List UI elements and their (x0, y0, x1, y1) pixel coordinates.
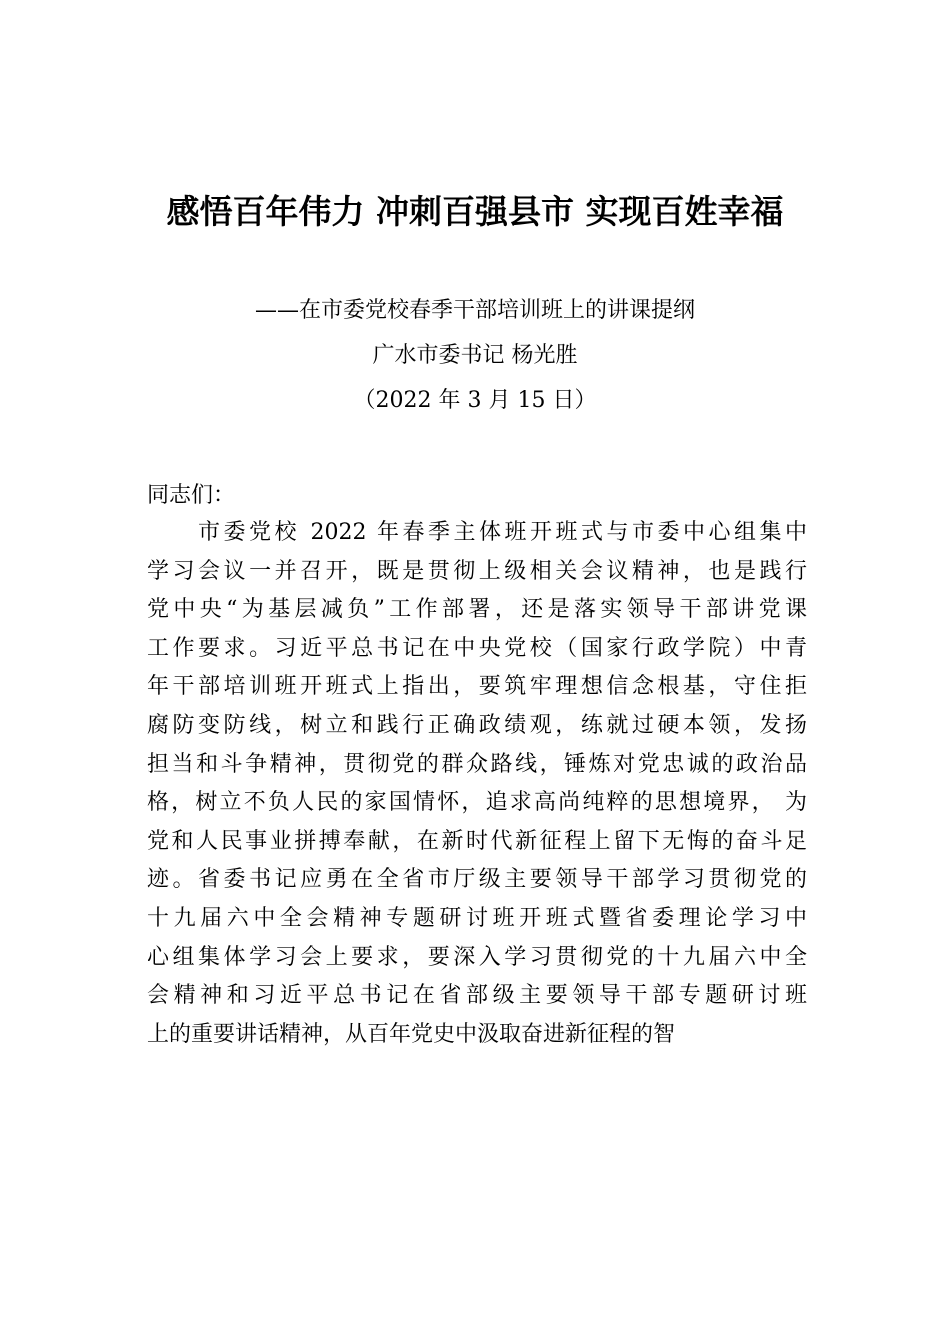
body-line: 会精神和习近平总书记在省部级主要领导干部专题研讨班 (147, 983, 807, 1009)
body-line: 格，树立不负人民的家国情怀，追求高尚纯粹的思想境界， 为 (147, 790, 807, 816)
body-line: 迹。省委书记应勇在全省市厅级主要领导干部学习贯彻党的 (147, 867, 807, 893)
body-line: 市委党校 2022 年春季主体班开班式与市委中心组集中 (147, 520, 807, 545)
body-line: 学习会议一并召开，既是贯彻上级相关会议精神，也是践行 (147, 558, 807, 584)
body-line: 腐防变防线，树立和践行正确政绩观，练就过硬本领，发扬 (147, 712, 807, 738)
salutation: 同志们： (147, 483, 236, 508)
body-line: 工作要求。习近平总书记在中央党校（国家行政学院）中青 (147, 635, 807, 661)
body-line: 党和人民事业拼搏奉献，在新时代新征程上留下无悔的奋斗足 (147, 828, 807, 854)
document-author: 广水市委书记 杨光胜 (372, 343, 578, 368)
body-line: 十九届六中全会精神专题研讨班开班式暨省委理论学习中 (147, 905, 807, 931)
body-line: 年干部培训班开班式上指出，要筑牢理想信念根基，守住拒 (147, 674, 807, 700)
body-line: 担当和斗争精神，贯彻党的群众路线，锤炼对党忠诚的政治品 (147, 751, 807, 777)
body-paragraph (147, 518, 807, 1058)
document-date: （2022 年 3 月 15 日） (353, 388, 597, 413)
document-title: 感悟百年伟力 冲刺百强县市 实现百姓幸福 (166, 192, 784, 231)
document-subtitle: ——在市委党校春季干部培训班上的讲课提纲 (254, 298, 695, 323)
body-line: 上的重要讲话精神，从百年党史中汲取奋进新征程的智 (147, 1021, 676, 1047)
body-line: 党中央“为基层减负”工作部署，还是落实领导干部讲党课 (147, 597, 807, 623)
body-line: 心组集体学习会上要求，要深入学习贯彻党的十九届六中全 (147, 944, 807, 970)
